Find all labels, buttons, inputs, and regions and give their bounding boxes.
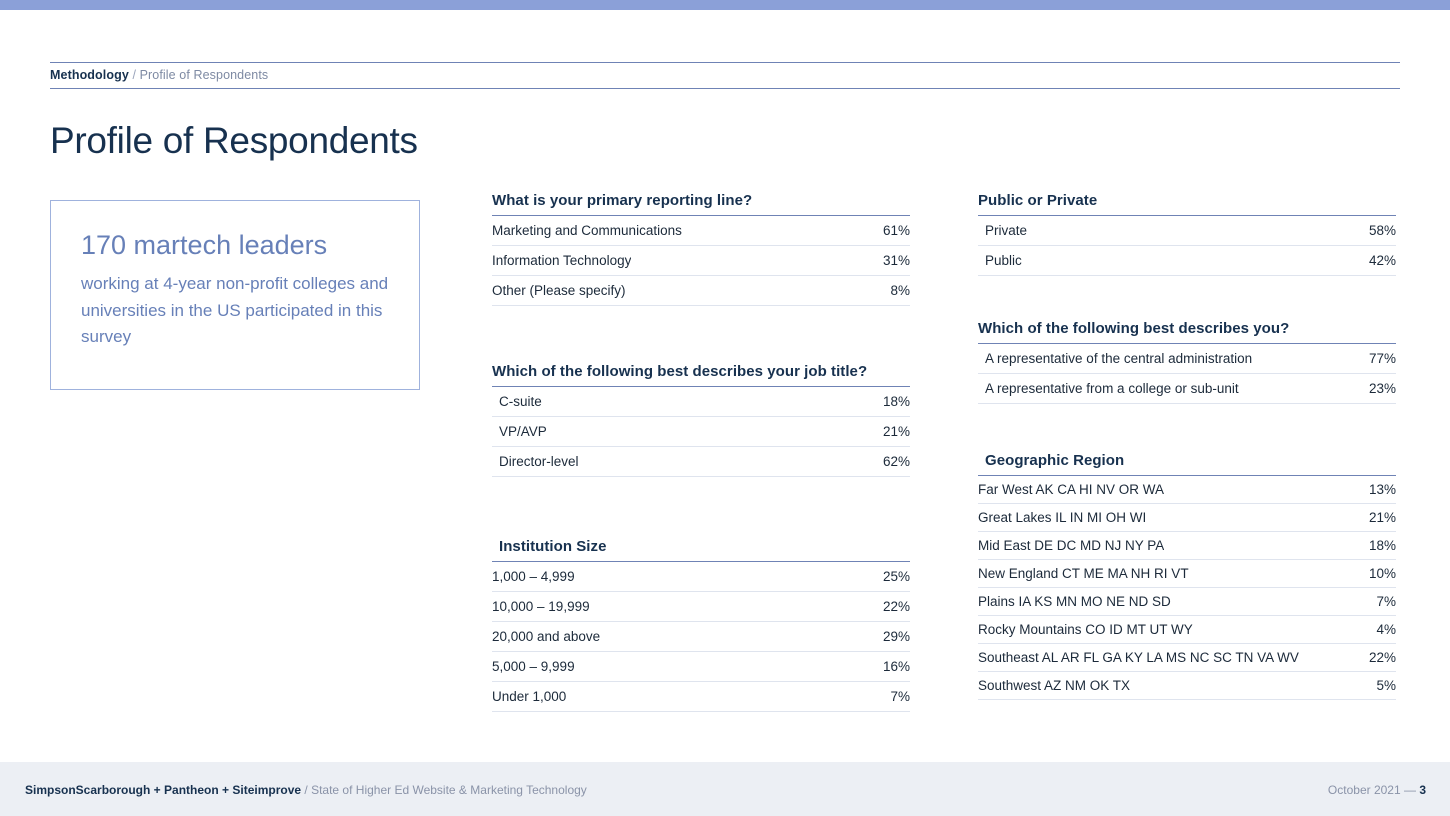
block-title-public-private: Public or Private <box>978 192 1098 209</box>
breadcrumb-separator: / <box>128 68 140 82</box>
row-value: 31% <box>882 253 910 268</box>
table-row <box>492 387 910 417</box>
row-value: 25% <box>882 569 910 584</box>
block-title-institution-size: Institution Size <box>499 538 607 555</box>
block-institution-size <box>492 538 910 712</box>
row-value: 4% <box>1376 622 1396 637</box>
table-public-private <box>978 216 1396 276</box>
table-row <box>492 417 910 447</box>
table-row <box>492 622 910 652</box>
table-row <box>492 592 910 622</box>
table-row <box>978 644 1396 672</box>
footer-brand: SimpsonScarborough + Pantheon + Siteimprove <box>25 783 302 797</box>
table-institution-size <box>492 562 910 712</box>
table-row <box>492 246 910 276</box>
row-value: 21% <box>882 424 910 439</box>
highlight-callout <box>50 200 420 390</box>
breadcrumb-current: Profile of Respondents <box>139 68 269 82</box>
row-value: 5% <box>1376 678 1396 693</box>
block-job-title <box>492 363 910 477</box>
table-describes-you <box>978 344 1396 404</box>
callout-body: working at 4-year non-profit colleges and universities in the US participated in this survey <box>81 274 389 347</box>
block-title-geographic-region: Geographic Region <box>985 452 1125 469</box>
row-label: 10,000 – 19,999 <box>492 599 590 614</box>
row-label: New England CT ME MA NH RI VT <box>978 566 1189 581</box>
table-geographic-region <box>978 476 1396 700</box>
row-value: 22% <box>1368 650 1396 665</box>
row-label: Southeast AL AR FL GA KY LA MS NC SC TN VA WV <box>978 650 1299 665</box>
table-row <box>978 588 1396 616</box>
row-label: Private <box>985 223 1028 238</box>
table-row <box>978 504 1396 532</box>
table-row <box>492 447 910 477</box>
page-title: Profile of Respondents <box>50 120 418 161</box>
table-row <box>978 374 1396 404</box>
footer-date: October 2021 — <box>1327 783 1420 797</box>
row-label: 5,000 – 9,999 <box>492 659 575 674</box>
row-value: 13% <box>1368 482 1396 497</box>
row-label: Rocky Mountains CO ID MT UT WY <box>978 622 1193 637</box>
row-label: 20,000 and above <box>492 629 601 644</box>
table-row <box>492 652 910 682</box>
footer-separator: / <box>301 783 312 797</box>
block-reporting-line <box>492 192 910 306</box>
breadcrumb-section: Methodology <box>50 68 129 82</box>
row-value: 8% <box>890 283 910 298</box>
row-label: C-suite <box>499 394 542 409</box>
row-value: 7% <box>1376 594 1396 609</box>
row-label: A representative from a college or sub-unit <box>985 381 1239 396</box>
row-value: 42% <box>1368 253 1396 268</box>
table-job-title <box>492 387 910 477</box>
table-row <box>978 672 1396 700</box>
table-row <box>978 216 1396 246</box>
row-value: 16% <box>882 659 910 674</box>
block-geographic-region <box>978 452 1396 700</box>
row-value: 29% <box>882 629 910 644</box>
callout-headline: 170 martech leaders <box>81 230 328 260</box>
footer-meta <box>1328 783 1426 797</box>
row-value: 23% <box>1368 381 1396 396</box>
table-row <box>492 276 910 306</box>
table-row <box>978 344 1396 374</box>
row-value: 22% <box>882 599 910 614</box>
row-label: 1,000 – 4,999 <box>492 569 575 584</box>
row-value: 18% <box>1368 538 1396 553</box>
table-row <box>492 562 910 592</box>
page-number: 3 <box>1419 783 1426 797</box>
row-label: Public <box>985 253 1022 268</box>
block-title-describes-you: Which of the following best describes you? <box>978 320 1290 337</box>
table-row <box>978 476 1396 504</box>
row-value: 77% <box>1368 351 1396 366</box>
row-label: A representative of the central administration <box>985 351 1253 366</box>
block-public-private <box>978 192 1396 276</box>
top-accent-bar <box>0 0 1450 10</box>
footer-report-title: State of Higher Ed Website & Marketing Technology <box>311 783 587 797</box>
row-label: Southwest AZ NM OK TX <box>978 678 1131 693</box>
row-label: Great Lakes IL IN MI OH WI <box>978 510 1147 525</box>
row-label: Far West AK CA HI NV OR WA <box>978 482 1165 497</box>
table-row <box>492 216 910 246</box>
table-row <box>978 532 1396 560</box>
row-label: VP/AVP <box>499 424 547 439</box>
block-describes-you <box>978 320 1396 404</box>
block-title-job-title: Which of the following best describes your job title? <box>492 363 868 380</box>
row-label: Mid East DE DC MD NJ NY PA <box>978 538 1165 553</box>
footer-credits <box>25 783 587 797</box>
row-label: Plains IA KS MN MO NE ND SD <box>978 594 1171 609</box>
table-row <box>978 246 1396 276</box>
block-title-reporting-line: What is your primary reporting line? <box>492 192 753 209</box>
row-value: 61% <box>882 223 910 238</box>
table-row <box>492 682 910 712</box>
row-value: 62% <box>882 454 910 469</box>
breadcrumb <box>50 62 1400 89</box>
table-row <box>978 616 1396 644</box>
table-reporting-line <box>492 216 910 306</box>
row-value: 21% <box>1368 510 1396 525</box>
table-row <box>978 560 1396 588</box>
row-value: 7% <box>890 689 910 704</box>
row-label: Director-level <box>499 454 579 469</box>
row-label: Other (Please specify) <box>492 283 626 298</box>
row-value: 58% <box>1368 223 1396 238</box>
row-value: 10% <box>1368 566 1396 581</box>
row-label: Marketing and Communications <box>492 223 682 238</box>
row-value: 18% <box>882 394 910 409</box>
row-label: Information Technology <box>492 253 632 268</box>
row-label: Under 1,000 <box>492 689 567 704</box>
